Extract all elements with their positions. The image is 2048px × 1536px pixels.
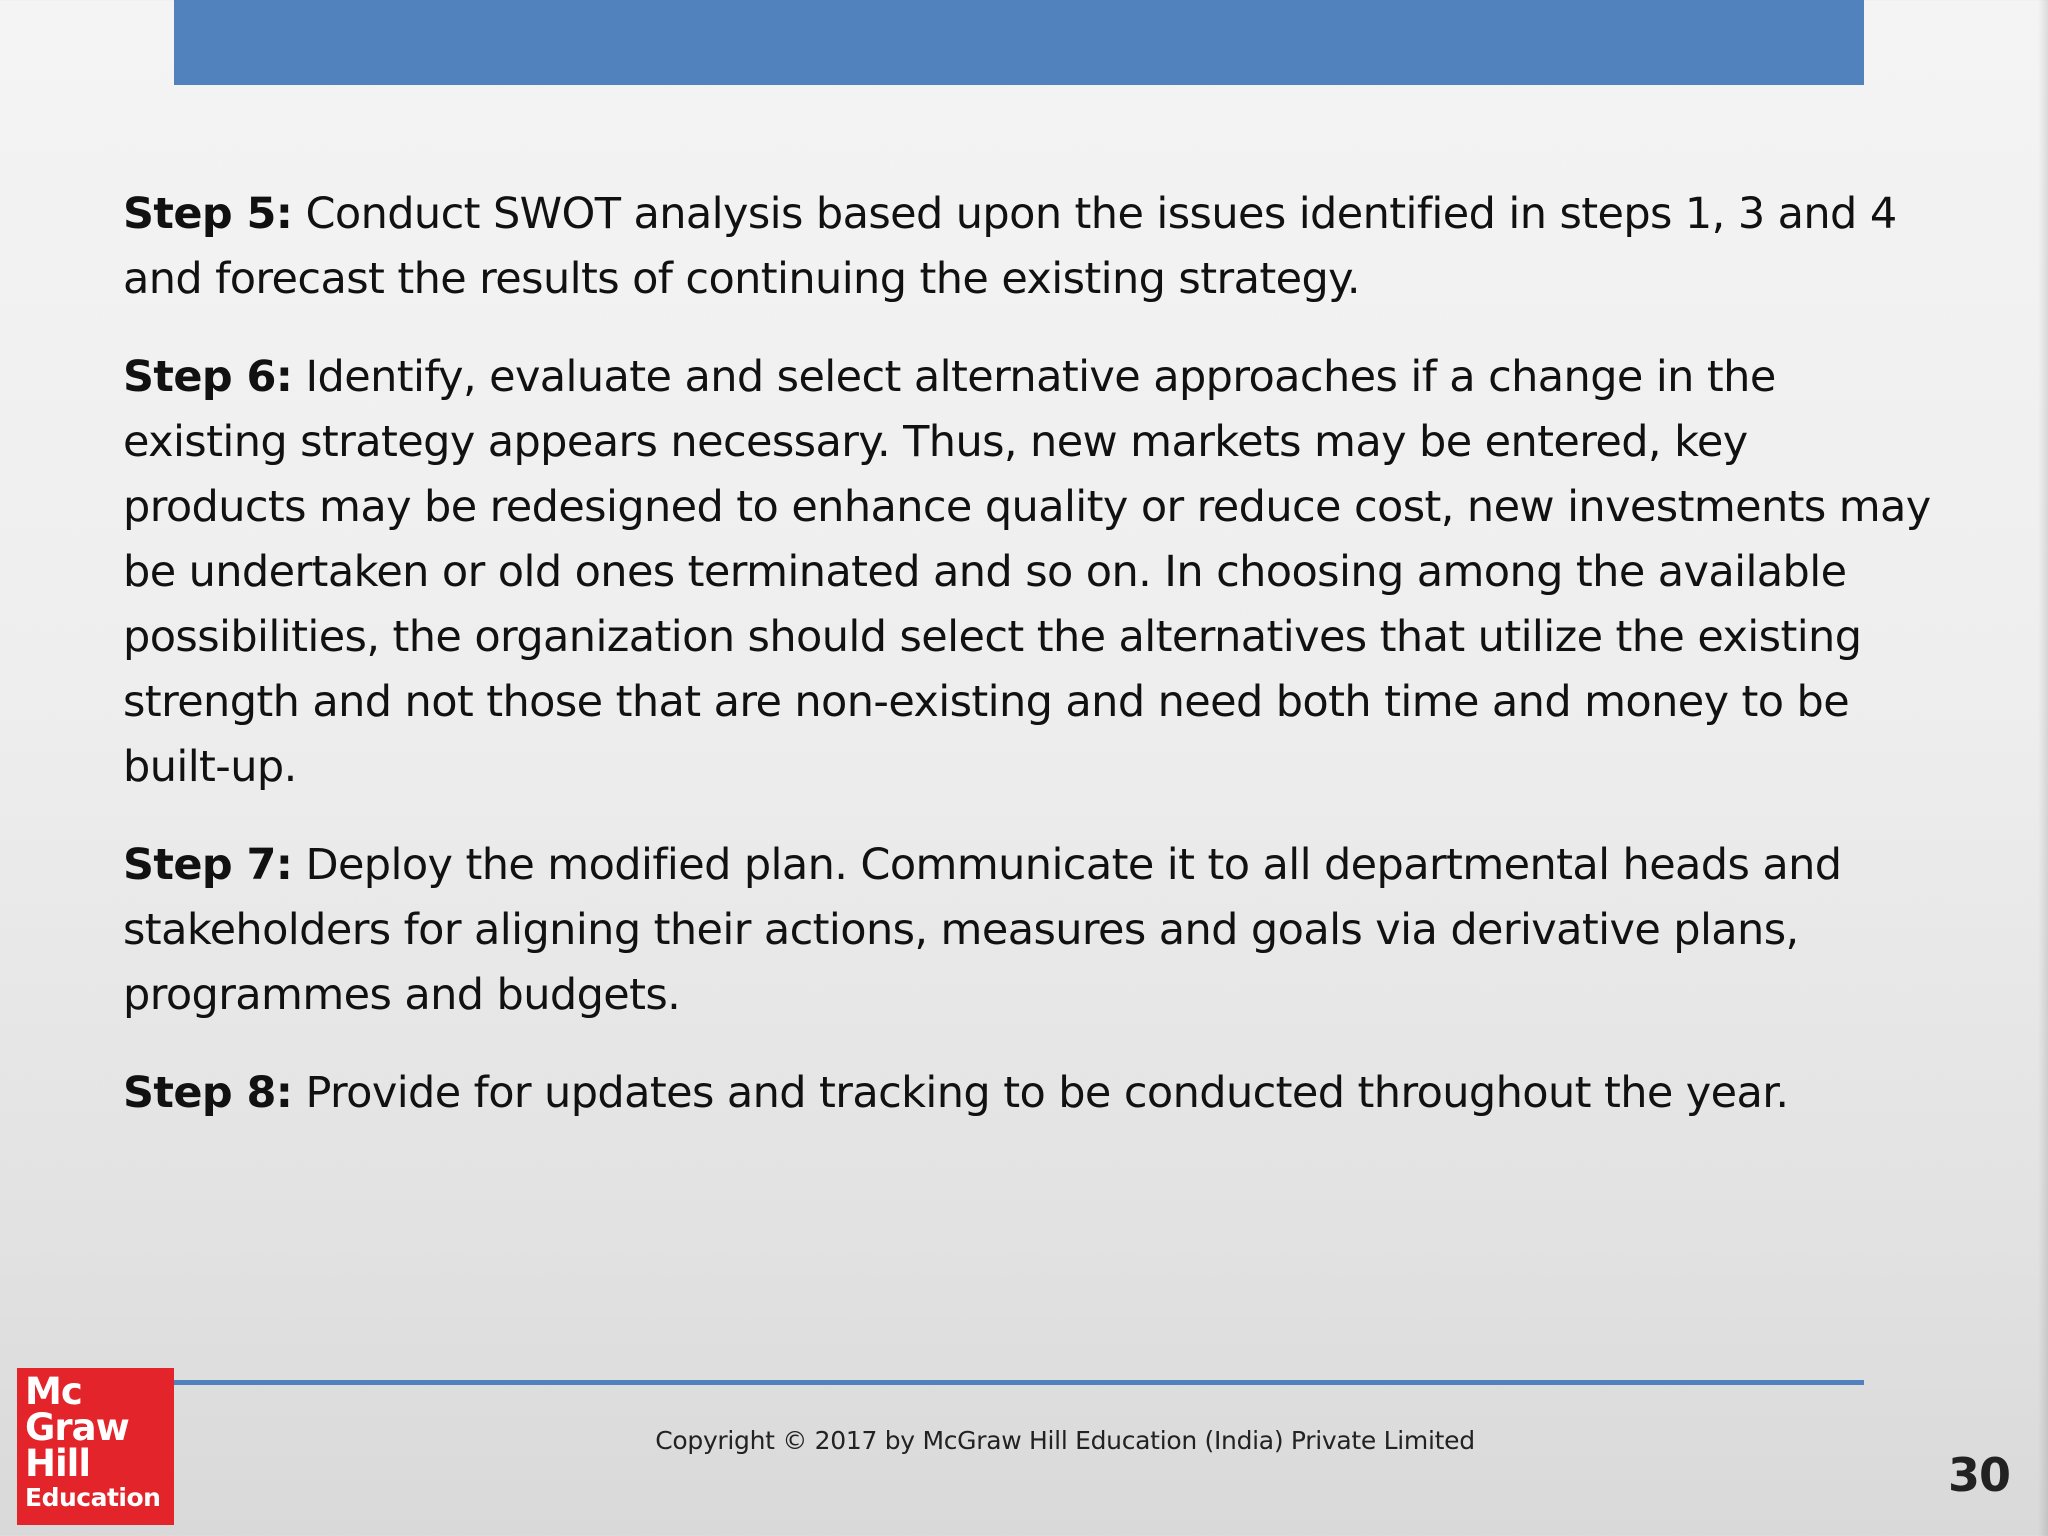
step-label: Step 7: xyxy=(123,840,293,890)
slide-edge-shadow xyxy=(2038,0,2048,1536)
copyright-text: Copyright © 2017 by McGraw Hill Education (India) Private Limited xyxy=(655,1426,1475,1455)
slide-body xyxy=(123,182,1933,1159)
step-5-paragraph xyxy=(123,182,1933,312)
step-label: Step 5: xyxy=(123,189,293,239)
step-text: Provide for updates and tracking to be conducted throughout the year. xyxy=(305,1068,1789,1118)
step-text: Conduct SWOT analysis based upon the issues identified in steps 1, 3 and 4 and forecast the results of continuing the existing strategy. xyxy=(123,189,1897,304)
logo-line-education: Education xyxy=(25,1483,161,1512)
title-bar xyxy=(174,0,1864,85)
step-label: Step 8: xyxy=(123,1068,293,1118)
step-text: Deploy the modified plan. Communicate it to all departmental heads and stakeholders for aligning their actions, measures and goals via derivative plans, programmes and budgets. xyxy=(123,840,1842,1020)
step-7-paragraph xyxy=(123,833,1933,1028)
step-8-paragraph xyxy=(123,1061,1933,1126)
logo-line-hill: Hill xyxy=(25,1442,91,1485)
footer-divider xyxy=(174,1380,1864,1385)
page-number: 30 xyxy=(1947,1448,2010,1502)
step-text: Identify, evaluate and select alternative approaches if a change in the existing strategy appears necessary. Thus, new markets may be entered, key products may be redesigned to enhance quality or reduce cost, new investments may be undertaken or old ones terminated and so on. In choosing among the available possibilities, the organization should select the alternatives that utilize the existing strength and not those that are non-existing and need both time and money to be built-up. xyxy=(123,352,1931,792)
step-label: Step 6: xyxy=(123,352,293,402)
logo-line-graw: Graw xyxy=(25,1406,129,1449)
logo-line-mc: Mc xyxy=(25,1370,82,1413)
step-6-paragraph xyxy=(123,345,1933,800)
